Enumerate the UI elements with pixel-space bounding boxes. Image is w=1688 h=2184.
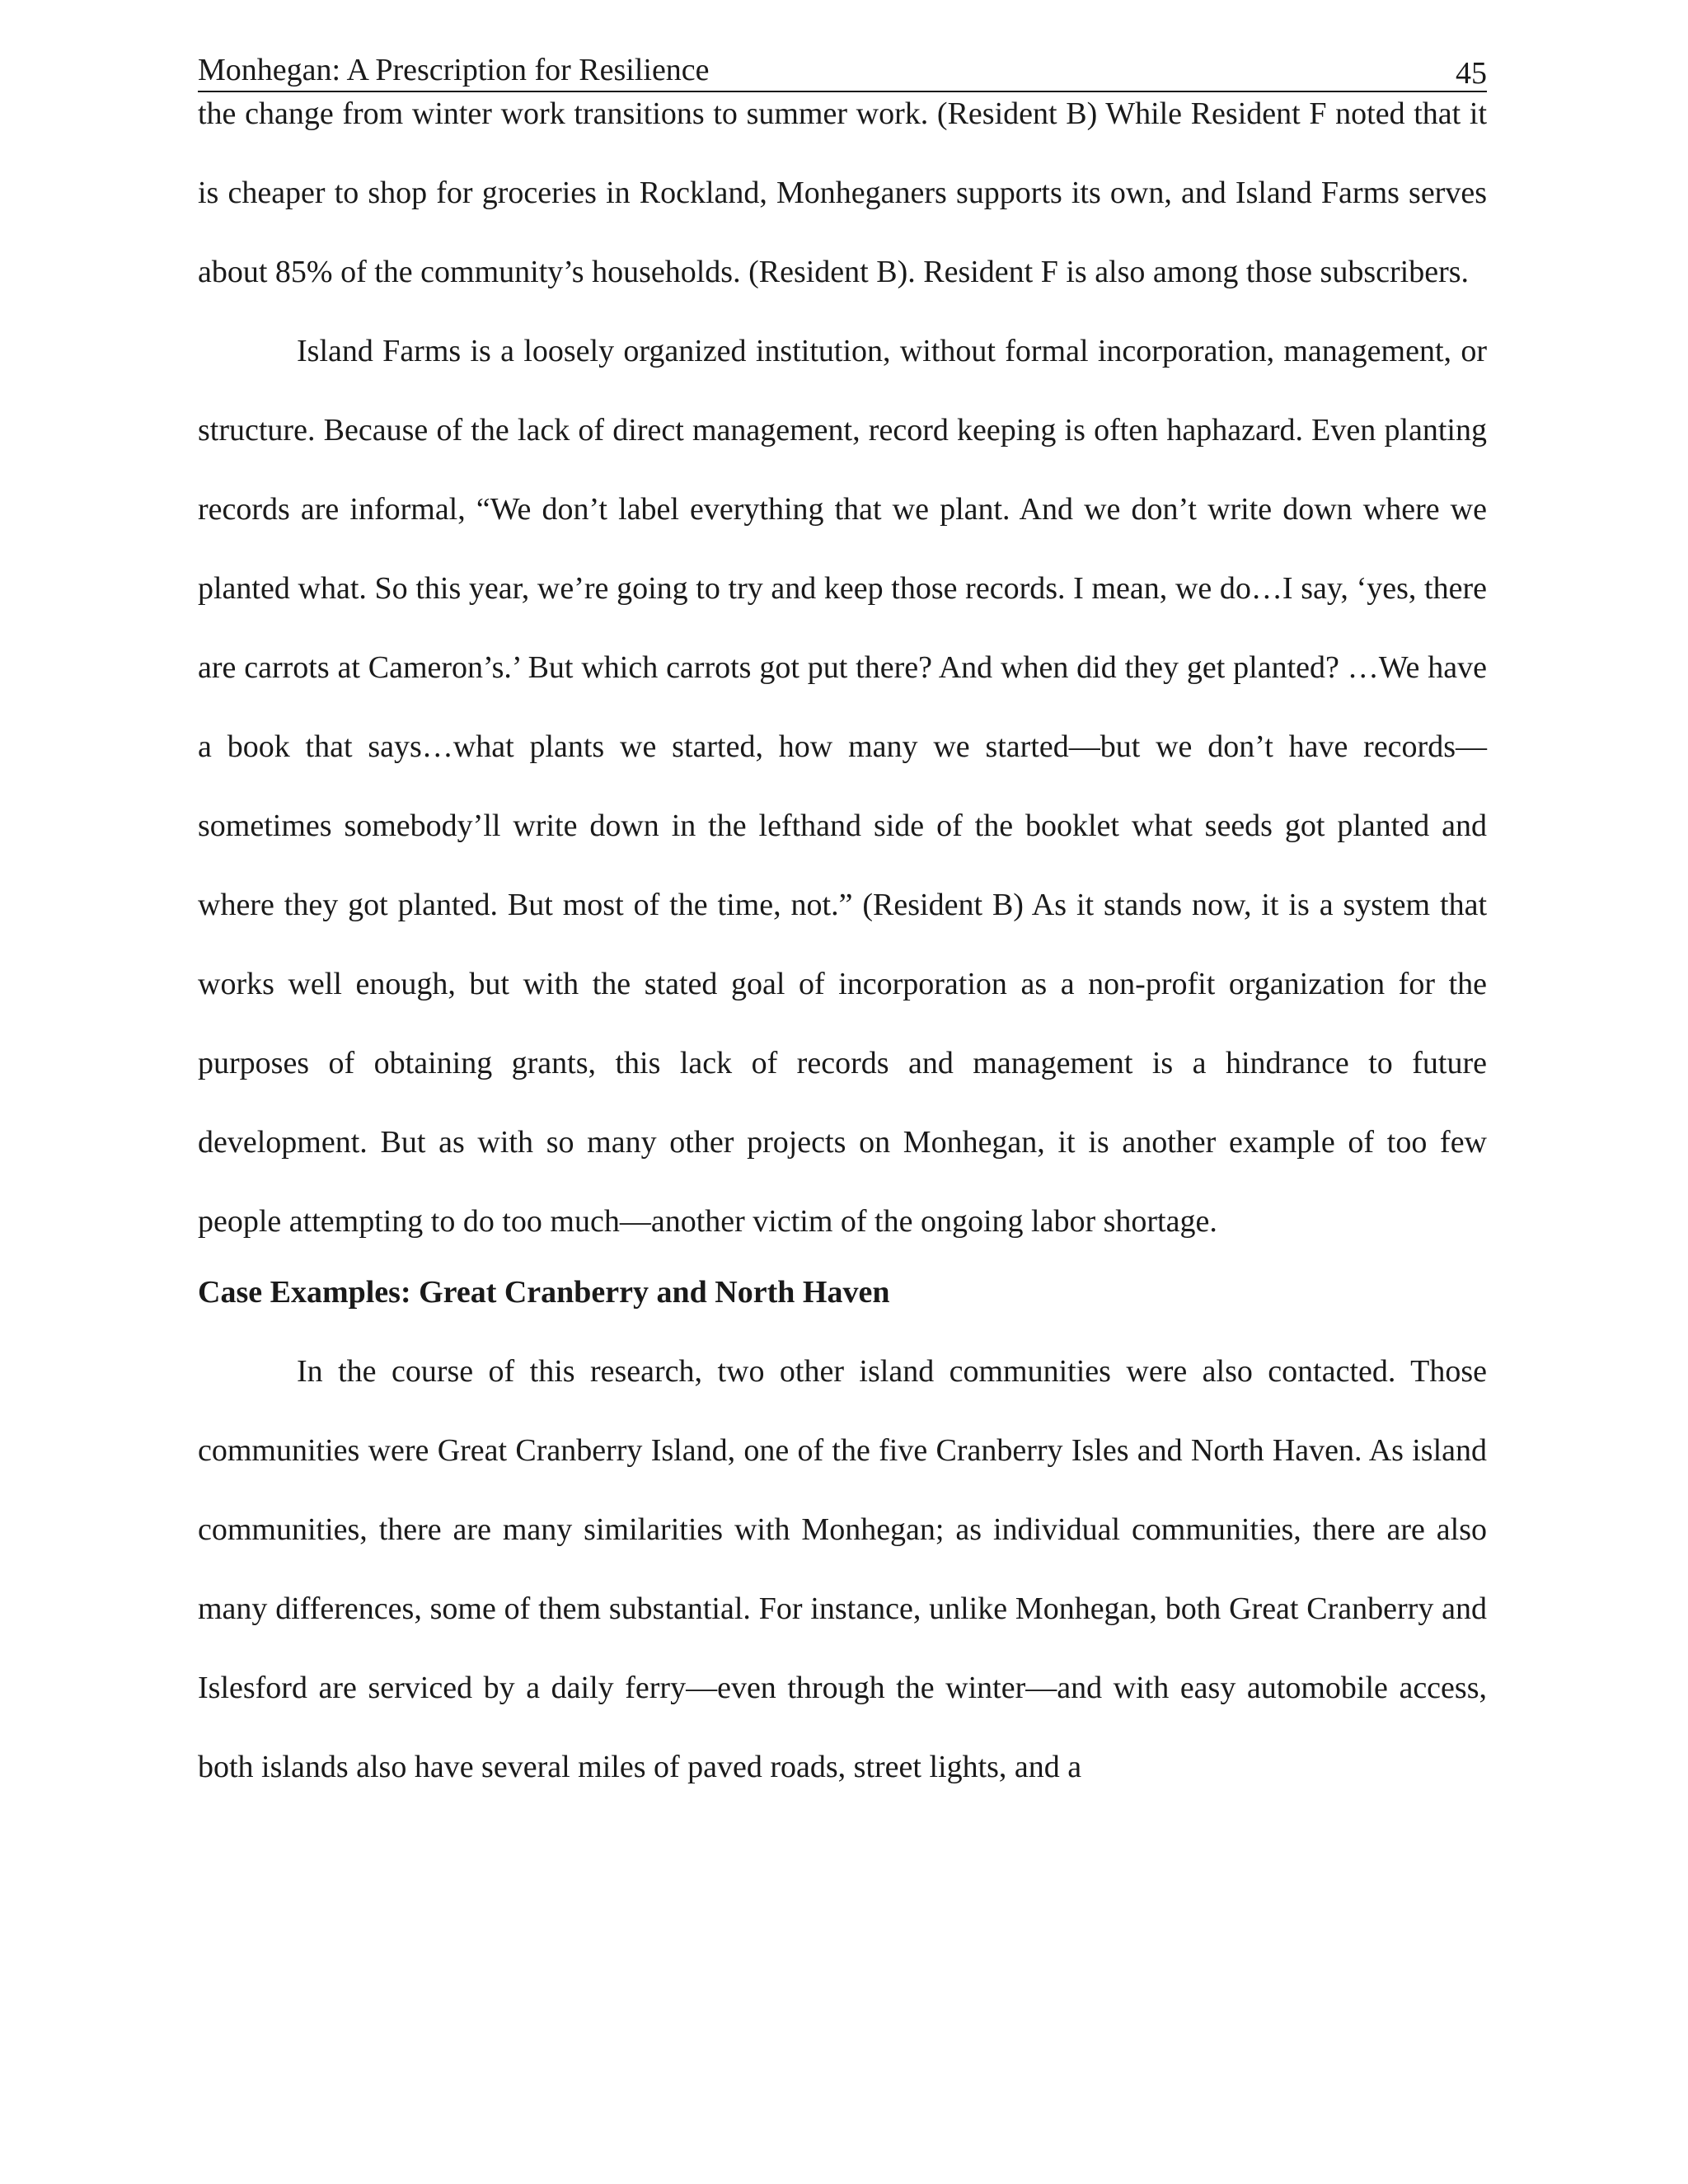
page-number: 45: [1456, 56, 1487, 91]
section-heading: Case Examples: Great Cranberry and North Haven: [198, 1275, 890, 1310]
document-page: [198, 49, 1487, 1807]
body-text: [198, 74, 1487, 1807]
paragraph-island-farms: Island Farms is a loosely organized institution, without formal incorporation, management, or structure. Because of the lack of direct management, record keeping is often haphazard. Even planting records are informal, “We don’t label everything that we plant. And we don’t write down where we planted what. So this year, we’re going to try and keep those records. I mean, we do…I say, ‘yes, there are carrots at Cameron’s.’ But which carrots got put there? And when did they get planted? …We have a book that says…what plants we started, how many we started—but we don’t have records—sometimes somebody’ll write down in the lefthand side of the booklet what seeds got planted and where they got planted. But most of the time, not.” (Resident B) As it stands now, it is a system that works well enough, but with the stated goal of incorporation as a non-profit organization for the purposes of obtaining grants, this lack of records and management is a hindrance to future development. But as with so many other projects on Monhegan, it is another example of too few people attempting to do too much—another victim of the ongoing labor shortage.: [198, 334, 1487, 1239]
paragraph-case-examples: In the course of this research, two other island communities were also contacted. Those communities were Great Cranberry Island, one of the five Cranberry Isles and North Haven. As island communities, there are many similarities with Monhegan; as individual communities, there are also many differences, some of them substantial. For instance, unlike Monhegan, both Great Cranberry and Islesford are serviced by a daily ferry—even through the winter—and with easy automobile access, both islands also have several miles of paved roads, street lights, and a: [198, 1354, 1487, 1784]
paragraph-continuation: the change from winter work transitions to summer work. (Resident B) While Resident F noted that it is cheaper to shop for groceries in Rockland, Monheganers supports its own, and Island Farms serves about 85% of the community’s households. (Resident B). Resident F is also among those subscribers.: [198, 96, 1487, 289]
running-header: [198, 49, 1487, 92]
running-header-title: Monhegan: A Prescription for Resilience: [198, 53, 710, 87]
